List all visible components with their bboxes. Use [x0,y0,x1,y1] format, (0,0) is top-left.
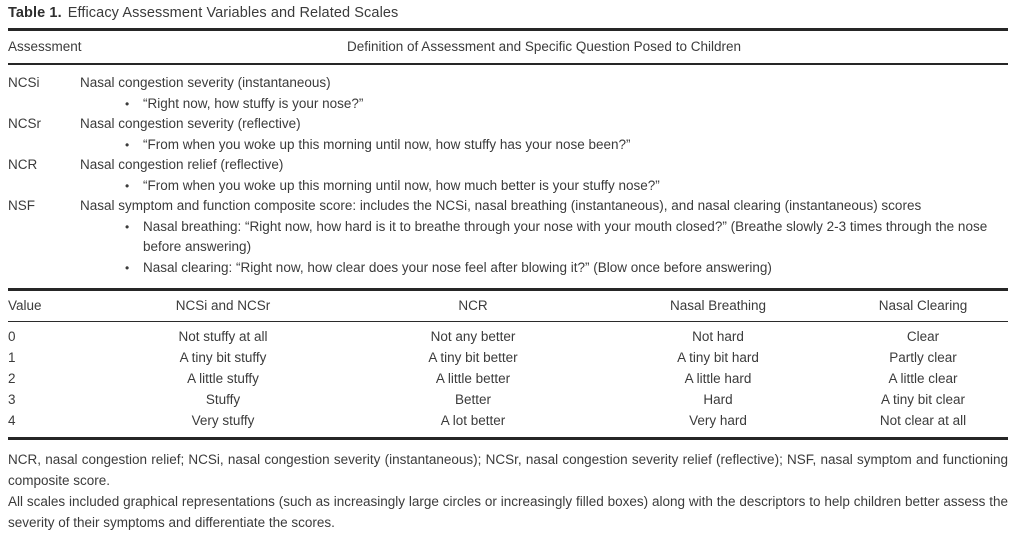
assessment-row-ncr [8,155,1008,176]
scale-row [8,369,1008,390]
scale-header-ncr: NCR [458,298,488,313]
scale-cell: Stuffy [205,392,241,407]
definition-table-body [8,65,1008,288]
assessment-question: Nasal breathing: “Right now, how hard is it to breathe through your nose with your mouth closed?” (Breathe slowly 2-3 times through the nose before answering) [143,218,988,254]
scale-cell: A little hard [684,371,752,386]
assessment-abbr: NCSi [8,75,40,90]
definition-column-header: Definition of Assessment and Specific Question Posed to Children [347,39,741,54]
assessment-definition: Nasal congestion severity (reflective) [80,116,301,131]
assessment-question: “From when you woke up this morning until now, how stuffy has your nose been?” [143,136,631,152]
scale-cell: A tiny bit better [428,350,518,365]
scale-cell: A lot better [440,413,506,428]
assessment-question-row [8,94,1008,115]
scale-header-nasal-clearing: Nasal Clearing [878,298,968,313]
table-number-label: Table 1. [8,5,62,21]
assessment-question: “Right now, how stuffy is your nose?” [143,95,364,111]
scale-cell: A little stuffy [187,371,259,386]
scale-cell: A tiny bit stuffy [179,350,267,365]
scale-cell: 3 [8,392,16,407]
assessment-question: Nasal clearing: “Right now, how clear does your nose feel after blowing it?” (Blow once before answering) [143,259,772,275]
scale-cell: 0 [8,329,16,344]
scale-cell: Not clear at all [879,413,967,428]
assessment-abbr: NSF [8,198,35,213]
assessment-question-row [8,217,1008,258]
scale-cell: Not hard [692,329,744,344]
assessment-column-header: Assessment [8,39,82,54]
scale-cell: Better [454,392,492,407]
definition-table-header [8,31,1008,63]
bullet-icon: • [125,219,130,234]
scale-row [8,322,1008,348]
scale-row [8,411,1008,438]
scale-table [8,291,1008,437]
scale-cell: A little better [435,371,511,386]
scale-header-value: Value [8,298,42,313]
scale-row [8,348,1008,369]
scale-cell: A little clear [888,371,958,386]
scale-header-nasal-breathing: Nasal Breathing [669,298,767,313]
assessment-question-row [8,135,1008,156]
scale-cell: 1 [8,350,16,365]
assessment-definition: Nasal congestion severity (instantaneous) [80,75,331,90]
bullet-icon: • [125,137,130,152]
assessment-question: “From when you woke up this morning until now, how much better is your stuffy nose?” [143,177,660,193]
footnote-scales-note: All scales included graphical representations (such as increasingly large circles or increasingly filled boxes) along with the descriptors to help children better assess the severity of their symptoms and differentiate the scores. [8,494,1008,530]
scale-cell: Not stuffy at all [178,329,268,344]
bullet-icon: • [125,260,130,275]
bullet-icon: • [125,178,130,193]
assessment-row-ncsr [8,114,1008,135]
scale-header-ncsi-ncsr: NCSi and NCSr [175,298,271,313]
table-title [8,0,1008,28]
assessment-definition: Nasal congestion relief (reflective) [80,157,284,172]
assessment-abbr: NCR [8,157,38,172]
assessment-question-row [8,176,1008,197]
table-title-text: Efficacy Assessment Variables and Related Scales [67,5,399,21]
assessment-row-nsf [8,196,1008,217]
scale-cell: A tiny bit clear [880,392,966,407]
scale-cell: A tiny bit hard [677,350,759,365]
assessment-row-ncsi [8,73,1008,94]
table-footnotes [8,440,1008,533]
bullet-icon: • [125,96,130,111]
scale-cell: Very stuffy [191,413,255,428]
scale-cell: Partly clear [889,350,957,365]
scale-header-row [8,291,1008,322]
footnote-abbreviations: NCR, nasal congestion relief; NCSi, nasal congestion severity (instantaneous); NCSr, nasal congestion severity relief (reflective); NSF, nasal symptom and functioning composite score. [8,452,1008,488]
assessment-definition: Nasal symptom and function composite score: includes the NCSi, nasal breathing (instantaneous), and nasal clearing (instantaneous) scores [80,198,922,213]
scale-cell: 2 [8,371,16,386]
scale-row [8,390,1008,411]
assessment-abbr: NCSr [8,116,41,131]
scale-cell: Hard [703,392,733,407]
assessment-question-row [8,258,1008,279]
scale-cell: Not any better [430,329,516,344]
scale-cell: 4 [8,413,16,428]
scale-cell: Clear [906,329,940,344]
scale-cell: Very hard [689,413,747,428]
